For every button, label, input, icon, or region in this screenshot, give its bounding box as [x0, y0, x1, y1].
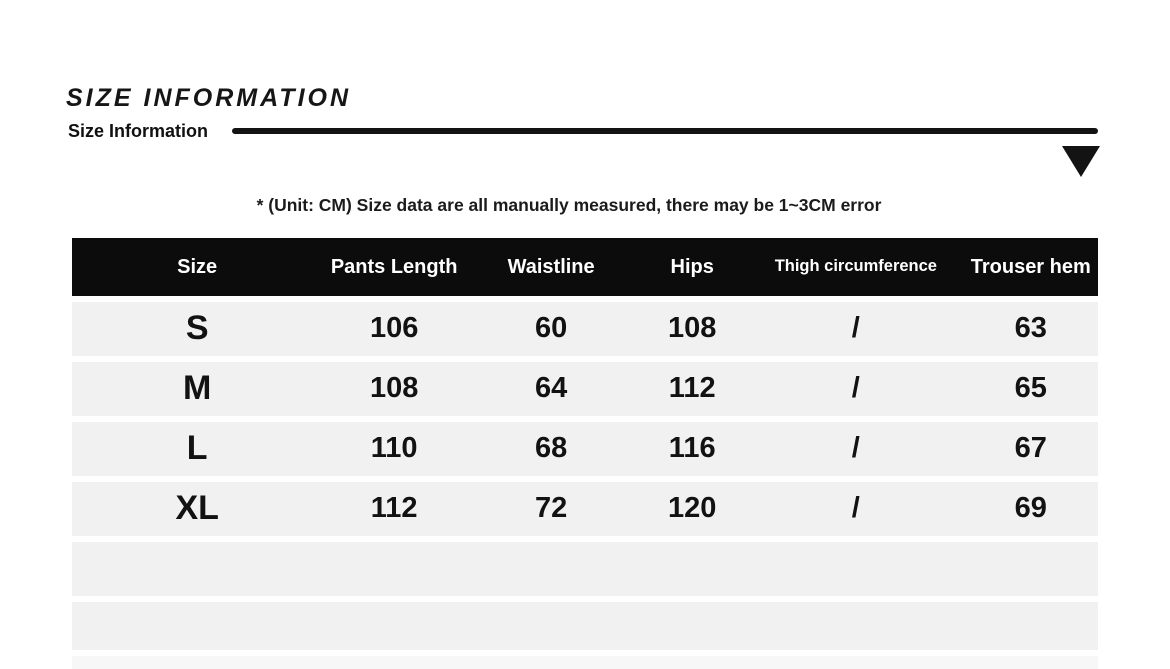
hips-cell: 108 — [668, 312, 717, 345]
triangle-down-icon — [1062, 146, 1100, 177]
thigh-circumference-cell: / — [851, 372, 860, 405]
thigh-circumference-cell: / — [851, 432, 860, 465]
table-row — [72, 302, 1098, 356]
table-body — [72, 302, 1098, 536]
table-partial-row — [72, 656, 1098, 669]
size-table — [72, 238, 1098, 669]
pants-length-cell: 110 — [370, 432, 418, 465]
waistline-cell: 72 — [534, 492, 568, 525]
pants-length-cell: 106 — [369, 312, 419, 345]
hips-cell: 120 — [668, 492, 717, 525]
trouser-hem-cell: 69 — [1014, 492, 1047, 525]
table-row — [72, 362, 1098, 416]
table-empty-row — [72, 602, 1098, 650]
thigh-circumference-cell: / — [851, 492, 860, 525]
thigh-circumference-cell: / — [851, 312, 860, 345]
hips-cell: 112 — [668, 372, 716, 405]
section-subtitle: Size Information — [68, 121, 209, 141]
pants-length-cell: 112 — [370, 492, 418, 525]
waistline-cell: 68 — [534, 432, 568, 465]
size-cell: XL — [175, 489, 219, 528]
size-cell: M — [183, 369, 212, 408]
hips-cell: 116 — [668, 432, 716, 465]
divider-line — [232, 128, 1098, 134]
table-empty-row — [72, 542, 1098, 596]
table-row — [72, 422, 1098, 476]
table-header-row — [72, 238, 1098, 296]
trouser-hem-cell: 65 — [1014, 372, 1047, 405]
header-size: Size — [177, 256, 218, 278]
waistline-cell: 60 — [534, 312, 568, 345]
pants-length-cell: 108 — [369, 372, 419, 405]
header-trouser-hem: Trouser hem — [970, 256, 1091, 278]
trouser-hem-cell: 67 — [1014, 432, 1047, 465]
section-title: SIZE INFORMATION — [66, 84, 352, 112]
trouser-hem-cell: 63 — [1014, 312, 1047, 345]
header-waistline: Waistline — [507, 256, 595, 278]
size-cell: L — [186, 429, 208, 468]
size-cell: S — [185, 309, 209, 348]
waistline-cell: 64 — [534, 372, 568, 405]
header-pants-length: Pants Length — [330, 256, 458, 278]
header-hips: Hips — [670, 256, 714, 278]
header-thigh-circumference: Thigh circumference — [774, 257, 937, 276]
measurement-note: * (Unit: CM) Size data are all manually measured, there may be 1~3CM error — [256, 195, 882, 215]
table-row — [72, 482, 1098, 536]
